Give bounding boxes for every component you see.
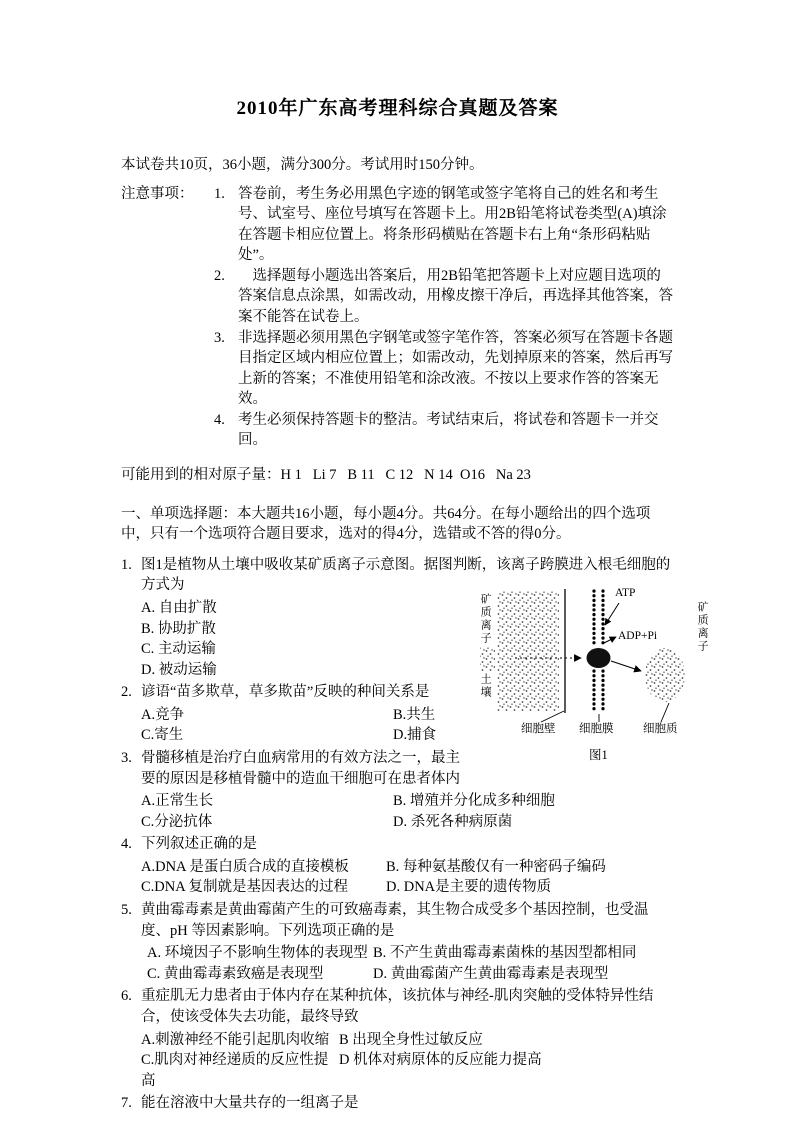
option: C.寄生	[141, 727, 184, 744]
question-options	[141, 791, 674, 832]
atp-label: ATP	[615, 586, 636, 599]
notice-number: 4.	[214, 411, 225, 428]
question-6	[121, 986, 674, 1091]
mineral-ion-transport-diagram	[477, 585, 715, 745]
questions-section	[121, 555, 709, 1114]
cell-wall-connector	[541, 711, 564, 722]
mineral-ion-label-right: 矿质离子	[696, 600, 709, 653]
cytoplasm-label: 细胞质	[643, 722, 678, 735]
notice-text: 答卷前，考生务必用黑色字迹的钢笔或签字笔将自己的姓名和考生号、试室号、座位号填写在答题卡上。用2B铅笔将试卷类型(A)填涂在答题卡相应位置上。将条形码横贴在答题卡右上角“条形码粘贴处”。	[238, 185, 667, 264]
notices-label: 注意事项：	[121, 185, 194, 202]
option: D. 被动运输	[141, 661, 217, 678]
cell-wall-label: 细胞壁	[521, 722, 556, 735]
question-number: 3.	[121, 750, 132, 766]
adp-arrow	[604, 637, 616, 643]
atomic-mass-line: 可能用到的相对原子量：H 1 Li 7 B 11 C 12 N 14 O16 Na 23	[121, 467, 531, 484]
cytoplasm-ion-dots	[645, 648, 685, 702]
ion-outflow-arrow	[611, 661, 641, 671]
notice-text: 非选择题必须用黑色字钢笔或签字笔作答，答案必须写在答题卡各题目指定区域内相应位置上；如需改动，先划掉原来的答案，然后再写上新的答案；不准使用铅笔和涂改液。不按以上要求作答的答案无效。	[238, 329, 673, 408]
option: A.刺激神经不能引起肌肉收缩	[141, 1031, 330, 1048]
option: A.正常生长	[141, 793, 214, 810]
question-number: 4.	[121, 836, 132, 853]
question-number: 5.	[121, 902, 132, 919]
question-stem: 谚语“苗多欺草，草多欺苗”反映的种间关系是	[141, 684, 430, 701]
question-stem: 图1是植物从土壤中吸收某矿质离子示意图。据图判断，该离子跨膜进入根毛细胞的方式为	[141, 556, 671, 594]
notice-item	[214, 266, 674, 328]
question-number: 1.	[121, 556, 132, 573]
question-options	[141, 943, 674, 984]
question-options	[141, 857, 674, 898]
question-stem: 下列叙述正确的是	[141, 836, 257, 853]
option: B. 协助扩散	[141, 620, 216, 637]
option: C.分泌抗体	[141, 813, 213, 830]
cytoplasm-connector	[661, 703, 669, 722]
notice-number: 3.	[214, 329, 225, 346]
option: B 出现全身性过敏反应	[339, 1031, 483, 1048]
mineral-ion-label-left: 矿质离子	[479, 592, 492, 645]
question-stem: 重症肌无力患者由于体内存在某种抗体，该抗体与神经-肌肉突触的受体特异性结合，使该受体失去功能，最终导致	[141, 988, 654, 1025]
option: B.共生	[393, 706, 436, 723]
notice-text: 选择题每小题选出答案后，用2B铅笔把答题卡上对应题目选项的答案信息点涂黑，如需改动，用橡皮擦干净后，再选择其他答案，答案不能答在试卷上。	[238, 267, 673, 326]
page-title: 2010年广东高考理科综合真题及答案	[236, 98, 559, 119]
soil-dots	[497, 591, 559, 711]
question-stem: 能在溶液中大量共存的一组离子是	[141, 1095, 359, 1112]
adp-pi-label: ADP+Pi	[618, 629, 658, 642]
option: B. 不产生黄曲霉毒素菌株的基因型都相同	[373, 945, 637, 962]
notice-item	[214, 328, 674, 410]
option: A.DNA 是蛋白质合成的直接模板	[141, 858, 349, 875]
section-heading: 一、单项选择题：本大题共16小题，每小题4分。共64分。在每小题给出的四个选项中，只有一个选项符合题目要求，选对的得4分，选错或不答的得0分。	[121, 505, 651, 543]
option: C. 黄曲霉毒素致癌是表现型	[147, 965, 324, 982]
option: B. 增殖并分化成多种细胞	[393, 793, 555, 810]
notice-number: 2.	[214, 267, 225, 284]
option: D.捕食	[393, 727, 437, 744]
notice-text: 考生必须保持答题卡的整洁。考试结束后，将试卷和答题卡一并交回。	[238, 411, 659, 449]
option: A. 环境因子不影响生物体的表现型	[147, 945, 368, 962]
option: C.DNA 复制就是基因表达的过程	[141, 879, 349, 896]
notice-item	[214, 184, 674, 266]
figure-1	[477, 585, 715, 777]
question-options	[141, 1030, 674, 1092]
notice-list	[214, 184, 674, 452]
option: C. 主动运输	[141, 641, 216, 658]
question-stem: 骨髓移植是治疗白血病常用的有效方法之一，最主要的原因是移植骨髓中的造血干细胞可在患者体内	[141, 750, 460, 787]
question-number: 6.	[121, 988, 132, 1005]
question-stem: 黄曲霉毒素是黄曲霉菌产生的可致癌毒素，其生物合成受多个基因控制，也受温度、pH 等因素影响。下列选项正确的是	[141, 902, 649, 939]
figure-caption: 图1	[589, 747, 608, 762]
notices-block	[121, 184, 674, 452]
option: C.肌肉对神经递质的反应性提高	[141, 1052, 329, 1089]
option: A. 自由扩散	[141, 599, 217, 616]
option: D. 杀死各种病原菌	[393, 813, 513, 830]
question-5	[121, 900, 674, 984]
notice-item	[214, 410, 674, 451]
soil-label: 土壤	[479, 672, 492, 699]
option: D. DNA是主要的遗传物质	[386, 879, 552, 896]
option: B. 每种氨基酸仅有一种密码子编码	[386, 858, 606, 875]
soil-dots	[480, 647, 495, 671]
option: D. 黄曲霉菌产生黄曲霉毒素是表现型	[373, 965, 609, 982]
question-7	[121, 1093, 674, 1114]
carrier-protein	[587, 648, 611, 668]
exam-intro: 本试卷共10页，36小题，满分300分。考试用时150分钟。	[121, 156, 484, 173]
notice-number: 1.	[214, 185, 225, 202]
question-number: 2.	[121, 684, 132, 701]
atp-arrow	[605, 603, 619, 625]
question-4	[121, 834, 674, 898]
question-number: 7.	[121, 1095, 132, 1112]
option: D 机体对病原体的反应能力提高	[339, 1052, 542, 1069]
option: A.竞争	[141, 706, 185, 723]
cell-membrane-label: 细胞膜	[579, 722, 614, 735]
